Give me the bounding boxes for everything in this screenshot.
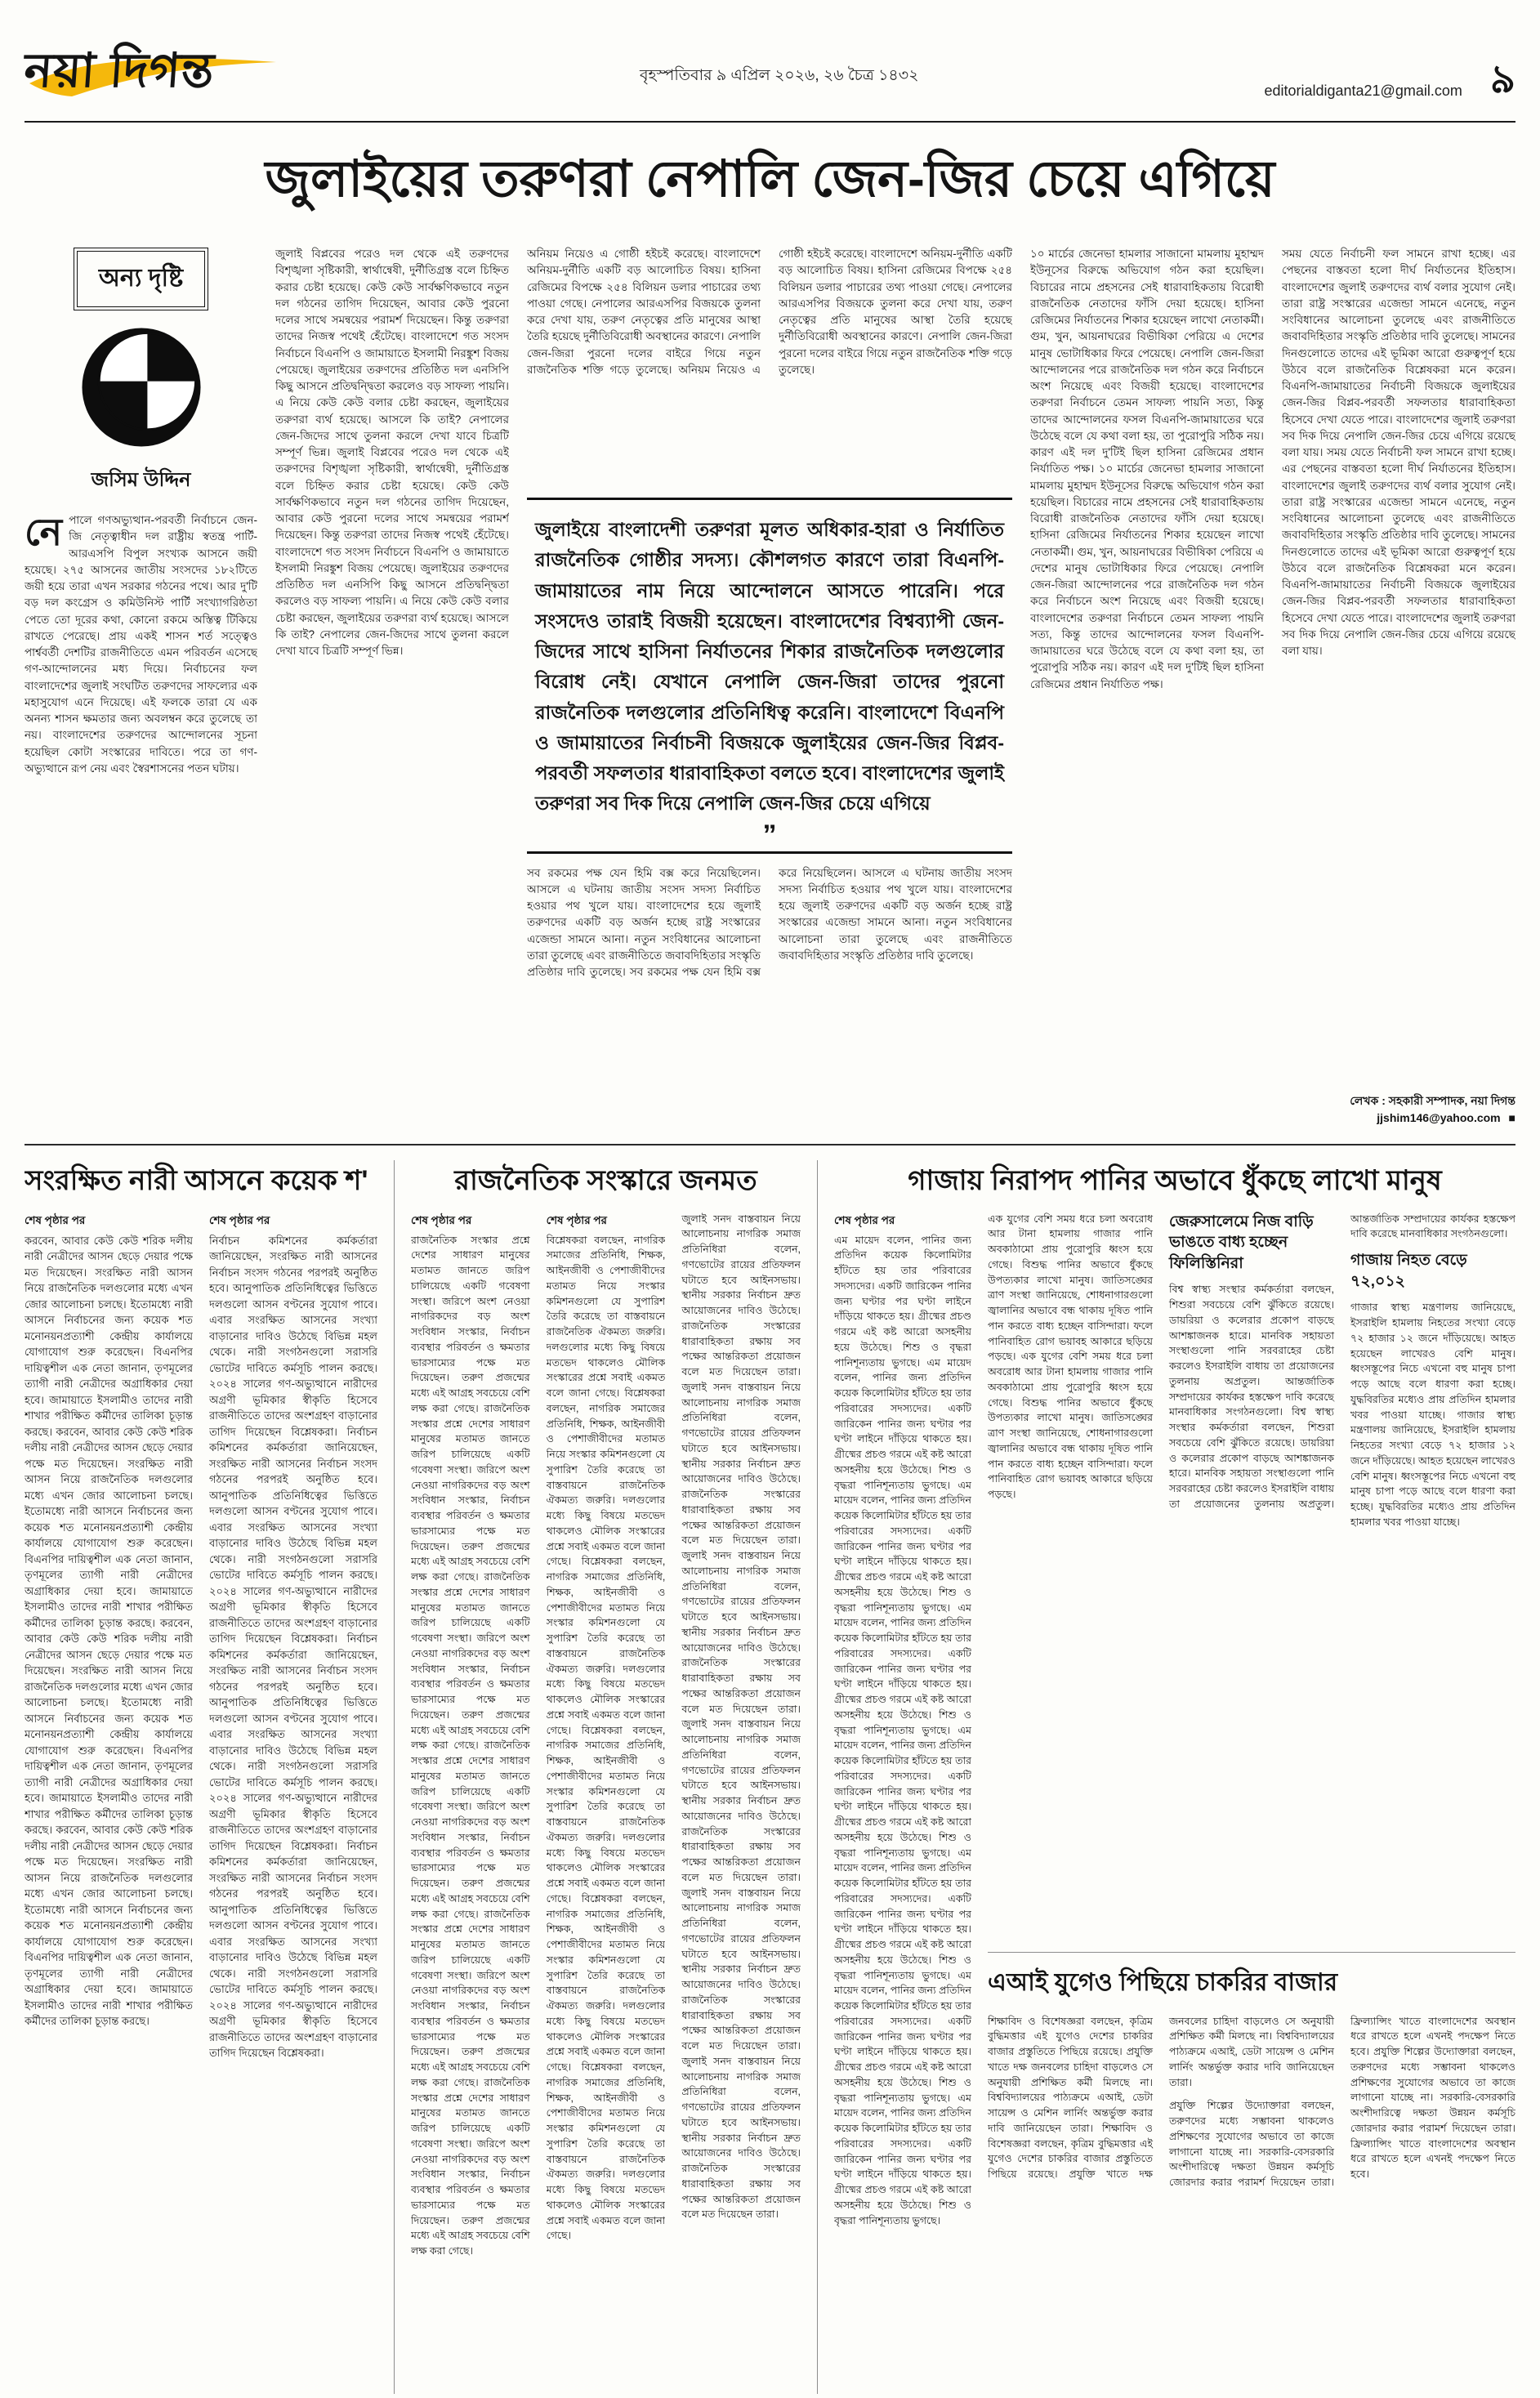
pull-quote [527,498,1012,854]
author-credit [1282,1083,1515,1124]
opinion-sidebar [25,246,257,1124]
women-seats-columns [25,1212,377,2354]
quote-columns [527,246,1012,1124]
ai-jobs-paragraph-2: প্রযুক্তি শিল্পের উদ্যোক্তারা বলছেন, তরুণদের মধ্যে সম্ভাবনা থাকলেও প্রশিক্ষণের সুযোগের অভাবে তা কাজে লাগানো যাচ্ছে না। সরকারি-বেসরকারি অংশীদারিত্বে দক্ষতা উন্নয়ন কর্মসূচি জোরদার করার পরামর্শ দিয়েছেন তারা। ফ্রিল্যান্সিং খাতে বাংলাদেশের অবস্থান ধরে রাখতে হলে এখনই পদক্ষেপ নিতে হবে। প্রযুক্তি শিল্পের উদ্যোক্তারা বলছেন, তরুণদের মধ্যে সম্ভাবনা থাকলেও প্রশিক্ষণের সুযোগের অভাবে তা কাজে লাগানো যাচ্ছে না। সরকারি-বেসরকারি অংশীদারিত্বে দক্ষতা উন্নয়ন কর্মসূচি জোরদার করার পরামর্শ দিয়েছেন তারা। ফ্রিল্যান্সিং খাতে বাংলাদেশের অবস্থান ধরে রাখতে হলে এখনই পদক্ষেপ নিতে হবে। [1169,2015,1515,2188]
naya-diganta-emblem-icon [81,327,202,452]
women-seats-headline: সংরক্ষিত নারী আসনে কয়েক শ' [25,1165,368,1196]
gaza-subhead-jerusalem: জেরুসালেমে নিজ বাড়ি ভাঙতে বাধ্য হচ্ছেন ফিলিস্তিনিরা [1169,1212,1314,1272]
ai-jobs-body [988,2014,1515,2347]
article-gaza-water [817,1160,1515,2394]
quote-top-text: অনিয়ম নিয়েও এ গোষ্ঠী হইচই করেছে। বাংলাদেশে অনিয়ম-দুর্নীতি একটি বড় আলোচিত বিষয়। হাসিনা রেজিমের বিপক্ষে ২৫৪ বিলিয়ন ডলার পাচারের তথ্য পাওয়া গেছে। নেপালের আরএসপির বিজয়কে তুলনা করে দেখা যায়, তরুণ নেতৃত্বের প্রতি মানুষের আস্থা তৈরি হয়েছে দুর্নীতিবিরোধী অবস্থানের কারণে। নেপালি জেন-জিরা পুরনো দলের বাইরে গিয়ে নতুন রাজনৈতিক শক্তি গড়ে তুলেছে। অনিয়ম নিয়েও এ গোষ্ঠী হইচই করেছে। বাংলাদেশে অনিয়ম-দুর্নীতি একটি বড় আলোচিত বিষয়। হাসিনা রেজিমের বিপক্ষে ২৫৪ বিলিয়ন ডলার পাচারের তথ্য পাওয়া গেছে। নেপালের আরএসপির বিজয়কে তুলনা করে দেখা যায়, তরুণ নেতৃত্বের প্রতি মানুষের আস্থা তৈরি হয়েছে দুর্নীতিবিরোধী অবস্থানের কারণে। নেপালি জেন-জিরা পুরনো দলের বাইরে গিয়ে নতুন রাজনৈতিক শক্তি গড়ে তুলেছে। [527,248,1012,376]
page-header [22,18,1515,123]
gaza-headline: গাজায় নিরাপদ পানির অভাবে ধুঁকছে লাখো মানুষ [908,1165,1442,1196]
continued-marker: শেষ পৃষ্ঠার পর [209,1213,270,1226]
continued-marker: শেষ পৃষ্ঠার পর [411,1213,472,1226]
pull-quote-text: জুলাইয়ে বাংলাদেশী তরুণরা মূলত অধিকার-হারা ও নির্যাতিত রাজনৈতিক গোষ্ঠীর সদস্য। কৌশলগত কারণে তারা বিএনপি-জামায়াতের নাম নিয়ে আন্দোলনে আসতে পারেনি। পরে সংসদেও তারাই বিজয়ী হয়েছেন। বাংলাদেশের বিশ্বব্যাপী জেন-জিদের সাথে হাসিনা নির্যাতনের শিকার রাজনৈতিক দলগুলোর বিরোধ নেই। যেখানে নেপালি জেন-জিরা তাদের পুরনো রাজনৈতিক দলগুলোর প্রতিনিধিত্ব করেনি। বাংলাদেশে বিএনপি ও জামায়াতের নির্বাচনী বিজয়কে জুলাইয়ের জেন-জির বিপ্লব-পরবর্তী সফলতার ধারাবাহিকতা বলতে হবে। বাংলাদেশের জুলাই তরুণরা সব দিক দিয়ে নেপালি জেন-জির চেয়ে এগিয়ে [535,519,1004,815]
gaza-paragraph-1: এক যুগের বেশি সময় ধরে চলা অবরোধ আর টানা হামলায় গাজার পানি অবকাঠামো প্রায় পুরোপুরি ধ্বংস হয়ে গেছে। বিশুদ্ধ পানির অভাবে ধুঁকছে উপত্যকার লাখো মানুষ। জাতিসঙ্ঘের ত্রাণ সংস্থা জানিয়েছে, শোধনাগারগুলো জ্বালানির অভাবে বন্ধ থাকায় দূষিত পানি পান করতে বাধ্য হচ্ছেন বাসিন্দারা। ফলে পানিবাহিত রোগ ভয়াবহ আকারে ছড়িয়ে পড়ছে। এক যুগের বেশি সময় ধরে চলা অবরোধ আর টানা হামলায় গাজার পানি অবকাঠামো প্রায় পুরোপুরি ধ্বংস হয়ে গেছে। বিশুদ্ধ পানির অভাবে ধুঁকছে উপত্যকার লাখো মানুষ। জাতিসঙ্ঘের ত্রাণ সংস্থা জানিয়েছে, শোধনাগারগুলো জ্বালানির অভাবে বন্ধ থাকায় দূষিত পানি পান করতে বাধ্য হচ্ছেন বাসিন্দারা। ফলে পানিবাহিত রোগ ভয়াবহ আকারে ছড়িয়ে পড়ছে। [988,1212,1153,1500]
section-label: অন্য দৃষ্টি [77,251,205,307]
article-column-6 [1282,246,1515,1124]
women-seats-text-1: করবেন, আবার কেউ কেউ শরিক দলীয় নারী নেত্রীদের আসন ছেড়ে দেয়ার পক্ষে মত দিয়েছেন। সংরক্ষিত নারী আসন নিয়ে রাজনৈতিক দলগুলোর মধ্যে এখন জোর আলোচনা চলছে। ইতোমধ্যে নারী আসনে নির্বাচনের জন্য কয়েক শত মনোনয়নপ্রত্যাশী কেন্দ্রীয় কার্যালয়ে যোগাযোগ শুরু করেছেন। বিএনপির দায়িত্বশীল এক নেতা জানান, তৃণমূলের ত্যাগী নারী নেত্রীদের অগ্রাধিকার দেয়া হবে। জামায়াতে ইসলামীও তাদের নারী শাখার পরীক্ষিত কর্মীদের তালিকা চূড়ান্ত করছে। করবেন, আবার কেউ কেউ শরিক দলীয় নারী নেত্রীদের আসন ছেড়ে দেয়ার পক্ষে মত দিয়েছেন। সংরক্ষিত নারী আসন নিয়ে রাজনৈতিক দলগুলোর মধ্যে এখন জোর আলোচনা চলছে। ইতোমধ্যে নারী আসনে নির্বাচনের জন্য কয়েক শত মনোনয়নপ্রত্যাশী কেন্দ্রীয় কার্যালয়ে যোগাযোগ শুরু করেছেন। বিএনপির দায়িত্বশীল এক নেতা জানান, তৃণমূলের ত্যাগী নারী নেত্রীদের অগ্রাধিকার দেয়া হবে। জামায়াতে ইসলামীও তাদের নারী শাখার পরীক্ষিত কর্মীদের তালিকা চূড়ান্ত করছে। করবেন, আবার কেউ কেউ শরিক দলীয় নারী নেত্রীদের আসন ছেড়ে দেয়ার পক্ষে মত দিয়েছেন। সংরক্ষিত নারী আসন নিয়ে রাজনৈতিক দলগুলোর মধ্যে এখন জোর আলোচনা চলছে। ইতোমধ্যে নারী আসনে নির্বাচনের জন্য কয়েক শত মনোনয়নপ্রত্যাশী কেন্দ্রীয় কার্যালয়ে যোগাযোগ শুরু করেছেন। বিএনপির দায়িত্বশীল এক নেতা জানান, তৃণমূলের ত্যাগী নারী নেত্রীদের অগ্রাধিকার দেয়া হবে। জামায়াতে ইসলামীও তাদের নারী শাখার পরীক্ষিত কর্মীদের তালিকা চূড়ান্ত করছে। করবেন, আবার কেউ কেউ শরিক দলীয় নারী নেত্রীদের আসন ছেড়ে দেয়ার পক্ষে মত দিয়েছেন। সংরক্ষিত নারী আসন নিয়ে রাজনৈতিক দলগুলোর মধ্যে এখন জোর আলোচনা চলছে। ইতোমধ্যে নারী আসনে নির্বাচনের জন্য কয়েক শত মনোনয়নপ্রত্যাশী কেন্দ্রীয় কার্যালয়ে যোগাযোগ শুরু করেছেন। বিএনপির দায়িত্বশীল এক নেতা জানান, তৃণমূলের ত্যাগী নারী নেত্রীদের অগ্রাধিকার দেয়া হবে। জামায়াতে ইসলামীও তাদের নারী শাখার পরীক্ষিত কর্মীদের তালিকা চূড়ান্ত করছে। [25,1234,193,2027]
main-headline: জুলাইয়ের তরুণরা নেপালি জেন-জির চেয়ে এগিয়ে [265,151,1275,208]
political-reform-col-1 [411,1212,530,2354]
continued-marker: শেষ পৃষ্ঠার পর [834,1213,895,1226]
page-number: ৯ [1489,58,1515,101]
section-divider [25,1144,1515,1145]
ai-jobs-headline: এআই যুগেও পিছিয়ে চাকরির বাজার [988,1968,1338,1996]
article-women-seats [25,1160,394,2394]
editorial-email-link[interactable]: editorialdiganta21@gmail.com [1264,83,1462,99]
author-name: জসিম উদ্দিন [91,469,191,491]
credit-text: লেখক : সহকারী সম্পাদক, নয়া দিগন্ত [1350,1094,1515,1107]
main-article [25,246,1515,1124]
quote-bottom-text: সব রকমের পক্ষ যেন হিমি বক্স করে নিয়েছিলেন। আসলে এ ঘটনায় জাতীয় সংসদ সদস্য নির্বাচিত হওয়ার পথ খুলে যায়। বাংলাদেশের হয়ে জুলাই তরুণদের একটি বড় অর্জন হচ্ছে রাষ্ট্র সংস্কারের এজেন্ডা সামনে আনা। নতুন সংবিধানের আলোচনা তারা তুলেছে এবং রাজনীতিতে জবাবদিহিতার সংস্কৃতি প্রতিষ্ঠার দাবি তুলেছে। সব রকমের পক্ষ যেন হিমি বক্স করে নিয়েছিলেন। আসলে এ ঘটনায় জাতীয় সংসদ সদস্য নির্বাচিত হওয়ার পথ খুলে যায়। বাংলাদেশের হয়ে জুলাই তরুণদের একটি বড় অর্জন হচ্ছে রাষ্ট্র সংস্কারের এজেন্ডা সামনে আনা। নতুন সংবিধানের আলোচনা তারা তুলেছে এবং রাজনীতিতে জবাবদিহিতার সংস্কৃতি প্রতিষ্ঠার দাবি তুলেছে। [527,866,1012,979]
author-email-link[interactable]: jjshim146@yahoo.com [1377,1111,1501,1124]
column-6-text: সময় যেতে নির্বাচনী ফল সামনে রাখা হচ্ছে। এর পেছনের বাস্তবতা হলো দীর্ঘ নির্যাতনের ইতিহাস। বাংলাদেশের জুলাই তরুণদের ব্যর্থ বলার সুযোগ নেই। তারা রাষ্ট্র সংস্কারের এজেন্ডা সামনে এনেছে, নতুন সংবিধানের আলোচনা তুলেছে এবং রাজনীতিতে জবাবদিহিতার সংস্কৃতি প্রতিষ্ঠার দাবি তুলেছে। সামনের দিনগুলোতে তাদের এই ভূমিকা আরো গুরুত্বপূর্ণ হয়ে উঠবে বলে রাজনৈতিক বিশ্লেষকরা মনে করেন। বিএনপি-জামায়াতের নির্বাচনী বিজয়কে জুলাইয়ের জেন-জির বিপ্লব-পরবর্তী সফলতার ধারাবাহিকতা হিসেবে দেখা যেতে পারে। বাংলাদেশের জুলাই তরুণরা সব দিক দিয়ে নেপালি জেন-জির চেয়ে এগিয়ে রয়েছে বলা যায়। সময় যেতে নির্বাচনী ফল সামনে রাখা হচ্ছে। এর পেছনের বাস্তবতা হলো দীর্ঘ নির্যাতনের ইতিহাস। বাংলাদেশের জুলাই তরুণদের ব্যর্থ বলার সুযোগ নেই। তারা রাষ্ট্র সংস্কারের এজেন্ডা সামনে এনেছে, নতুন সংবিধানের আলোচনা তুলেছে এবং রাজনীতিতে জবাবদিহিতার সংস্কৃতি প্রতিষ্ঠার দাবি তুলেছে। সামনের দিনগুলোতে তাদের এই ভূমিকা আরো গুরুত্বপূর্ণ হয়ে উঠবে বলে রাজনৈতিক বিশ্লেষকরা মনে করেন। বিএনপি-জামায়াতের নির্বাচনী বিজয়কে জুলাইয়ের জেন-জির বিপ্লব-পরবর্তী সফলতার ধারাবাহিকতা হিসেবে দেখা যেতে পারে। বাংলাদেশের জুলাই তরুণরা সব দিক দিয়ে নেপালি জেন-জির চেয়ে এগিয়ে রয়েছে বলা যায়। [1282,248,1515,657]
gaza-col-1-text: এম মায়েদ বলেন, পানির জন্য প্রতিদিন কয়েক কিলোমিটার হাঁটতে হয় তার পরিবারের সদস্যদের। একটি জারিকেন পানির জন্য ঘণ্টার পর ঘণ্টা লাইনে দাঁড়িয়ে থাকতে হয়। গ্রীষ্মের প্রচণ্ড গরমে এই কষ্ট আরো অসহনীয় হয়ে উঠেছে। শিশু ও বৃদ্ধরা পানিশূন্যতায় ভুগছে। এম মায়েদ বলেন, পানির জন্য প্রতিদিন কয়েক কিলোমিটার হাঁটতে হয় তার পরিবারের সদস্যদের। একটি জারিকেন পানির জন্য ঘণ্টার পর ঘণ্টা লাইনে দাঁড়িয়ে থাকতে হয়। গ্রীষ্মের প্রচণ্ড গরমে এই কষ্ট আরো অসহনীয় হয়ে উঠেছে। শিশু ও বৃদ্ধরা পানিশূন্যতায় ভুগছে। এম মায়েদ বলেন, পানির জন্য প্রতিদিন কয়েক কিলোমিটার হাঁটতে হয় তার পরিবারের সদস্যদের। একটি জারিকেন পানির জন্য ঘণ্টার পর ঘণ্টা লাইনে দাঁড়িয়ে থাকতে হয়। গ্রীষ্মের প্রচণ্ড গরমে এই কষ্ট আরো অসহনীয় হয়ে উঠেছে। শিশু ও বৃদ্ধরা পানিশূন্যতায় ভুগছে। এম মায়েদ বলেন, পানির জন্য প্রতিদিন কয়েক কিলোমিটার হাঁটতে হয় তার পরিবারের সদস্যদের। একটি জারিকেন পানির জন্য ঘণ্টার পর ঘণ্টা লাইনে দাঁড়িয়ে থাকতে হয়। গ্রীষ্মের প্রচণ্ড গরমে এই কষ্ট আরো অসহনীয় হয়ে উঠেছে। শিশু ও বৃদ্ধরা পানিশূন্যতায় ভুগছে। এম মায়েদ বলেন, পানির জন্য প্রতিদিন কয়েক কিলোমিটার হাঁটতে হয় তার পরিবারের সদস্যদের। একটি জারিকেন পানির জন্য ঘণ্টার পর ঘণ্টা লাইনে দাঁড়িয়ে থাকতে হয়। গ্রীষ্মের প্রচণ্ড গরমে এই কষ্ট আরো অসহনীয় হয়ে উঠেছে। শিশু ও বৃদ্ধরা পানিশূন্যতায় ভুগছে। এম মায়েদ বলেন, পানির জন্য প্রতিদিন কয়েক কিলোমিটার হাঁটতে হয় তার পরিবারের সদস্যদের। একটি জারিকেন পানির জন্য ঘণ্টার পর ঘণ্টা লাইনে দাঁড়িয়ে থাকতে হয়। গ্রীষ্মের প্রচণ্ড গরমে এই কষ্ট আরো অসহনীয় হয়ে উঠেছে। শিশু ও বৃদ্ধরা পানিশূন্যতায় ভুগছে। এম মায়েদ বলেন, পানির জন্য প্রতিদিন কয়েক কিলোমিটার হাঁটতে হয় তার পরিবারের সদস্যদের। একটি জারিকেন পানির জন্য ঘণ্টার পর ঘণ্টা লাইনে দাঁড়িয়ে থাকতে হয়। গ্রীষ্মের প্রচণ্ড গরমে এই কষ্ট আরো অসহনীয় হয়ে উঠেছে। শিশু ও বৃদ্ধরা পানিশূন্যতায় ভুগছে। এম মায়েদ বলেন, পানির জন্য প্রতিদিন কয়েক কিলোমিটার হাঁটতে হয় তার পরিবারের সদস্যদের। একটি জারিকেন পানির জন্য ঘণ্টার পর ঘণ্টা লাইনে দাঁড়িয়ে থাকতে হয়। গ্রীষ্মের প্রচণ্ড গরমে এই কষ্ট আরো অসহনীয় হয়ে উঠেছে। শিশু ও বৃদ্ধরা পানিশূন্যতায় ভুগছে। [834,1234,971,2226]
end-of-article-mark: ■ [1508,1111,1515,1124]
gaza-col-1 [834,1212,971,2365]
ai-jobs-paragraph-1: শিক্ষাবিদ ও বিশেষজ্ঞরা বলছেন, কৃত্রিম বুদ্ধিমত্তার এই যুগেও দেশের চাকরির বাজার প্রস্তুতিতে পিছিয়ে রয়েছে। প্রযুক্তি খাতে দক্ষ জনবলের চাহিদা বাড়লেও সে অনুযায়ী প্রশিক্ষিত কর্মী মিলছে না। বিশ্ববিদ্যালয়ের পাঠ্যক্রমে এআই, ডেটা সায়েন্স ও মেশিন লার্নিং অন্তর্ভুক্ত করার দাবি জানিয়েছেন তারা। শিক্ষাবিদ ও বিশেষজ্ঞরা বলছেন, কৃত্রিম বুদ্ধিমত্তার এই যুগেও দেশের চাকরির বাজার প্রস্তুতিতে পিছিয়ে রয়েছে। প্রযুক্তি খাতে দক্ষ জনবলের চাহিদা বাড়লেও সে অনুযায়ী প্রশিক্ষিত কর্মী মিলছে না। বিশ্ববিদ্যালয়ের পাঠ্যক্রমে এআই, ডেটা সায়েন্স ও মেশিন লার্নিং অন্তর্ভুক্ত করার দাবি জানিয়েছেন তারা। [988,2015,1334,2180]
women-seats-text-2: নির্বাচন কমিশনের কর্মকর্তারা জানিয়েছেন, সংরক্ষিত নারী আসনের নির্বাচন সংসদ গঠনের পরপরই অনুষ্ঠিত হবে। আনুপাতিক প্রতিনিধিত্বের ভিত্তিতে দলগুলো আসন বণ্টনের সুযোগ পাবে। এবার সংরক্ষিত আসনের সংখ্যা বাড়ানোর দাবিও উঠেছে বিভিন্ন মহল থেকে। নারী সংগঠনগুলো সরাসরি ভোটের দাবিতে কর্মসূচি পালন করছে। ২০২৪ সালের গণ-অভ্যুত্থানে নারীদের অগ্রণী ভূমিকার স্বীকৃতি হিসেবে রাজনীতিতে তাদের অংশগ্রহণ বাড়ানোর তাগিদ দিয়েছেন বিশ্লেষকরা। নির্বাচন কমিশনের কর্মকর্তারা জানিয়েছেন, সংরক্ষিত নারী আসনের নির্বাচন সংসদ গঠনের পরপরই অনুষ্ঠিত হবে। আনুপাতিক প্রতিনিধিত্বের ভিত্তিতে দলগুলো আসন বণ্টনের সুযোগ পাবে। এবার সংরক্ষিত আসনের সংখ্যা বাড়ানোর দাবিও উঠেছে বিভিন্ন মহল থেকে। নারী সংগঠনগুলো সরাসরি ভোটের দাবিতে কর্মসূচি পালন করছে। ২০২৪ সালের গণ-অভ্যুত্থানে নারীদের অগ্রণী ভূমিকার স্বীকৃতি হিসেবে রাজনীতিতে তাদের অংশগ্রহণ বাড়ানোর তাগিদ দিয়েছেন বিশ্লেষকরা। নির্বাচন কমিশনের কর্মকর্তারা জানিয়েছেন, সংরক্ষিত নারী আসনের নির্বাচন সংসদ গঠনের পরপরই অনুষ্ঠিত হবে। আনুপাতিক প্রতিনিধিত্বের ভিত্তিতে দলগুলো আসন বণ্টনের সুযোগ পাবে। এবার সংরক্ষিত আসনের সংখ্যা বাড়ানোর দাবিও উঠেছে বিভিন্ন মহল থেকে। নারী সংগঠনগুলো সরাসরি ভোটের দাবিতে কর্মসূচি পালন করছে। ২০২৪ সালের গণ-অভ্যুত্থানে নারীদের অগ্রণী ভূমিকার স্বীকৃতি হিসেবে রাজনীতিতে তাদের অংশগ্রহণ বাড়ানোর তাগিদ দিয়েছেন বিশ্লেষকরা। নির্বাচন কমিশনের কর্মকর্তারা জানিয়েছেন, সংরক্ষিত নারী আসনের নির্বাচন সংসদ গঠনের পরপরই অনুষ্ঠিত হবে। আনুপাতিক প্রতিনিধিত্বের ভিত্তিতে দলগুলো আসন বণ্টনের সুযোগ পাবে। এবার সংরক্ষিত আসনের সংখ্যা বাড়ানোর দাবিও উঠেছে বিভিন্ন মহল থেকে। নারী সংগঠনগুলো সরাসরি ভোটের দাবিতে কর্মসূচি পালন করছে। ২০২৪ সালের গণ-অভ্যুত্থানে নারীদের অগ্রণী ভূমিকার স্বীকৃতি হিসেবে রাজনীতিতে তাদের অংশগ্রহণ বাড়ানোর তাগিদ দিয়েছেন বিশ্লেষকরা। [209,1234,377,2059]
gaza-right-region [988,1212,1515,2365]
gaza-columns [834,1212,1515,2365]
political-reform-col-2 [547,1212,666,2354]
header-right [1264,60,1515,111]
continued-marker: শেষ পৃষ্ঠার পর [25,1213,86,1226]
drop-cap: নে [25,512,63,553]
article-column-1 [25,512,257,1124]
political-reform-columns [411,1212,801,2354]
masthead-logo [22,23,294,111]
column-1-text: পালে গণঅভ্যুত্থান-পরবর্তী নির্বাচনে জেন-জি নেতৃত্বাধীন দল রাষ্ট্রীয় স্বতন্ত্র পার্টি-আরএসপি বিপুল সংখ্যক আসনে জয়ী হয়েছে। ২৭৫ আসনের জাতীয় সংসদের ১৮২টিতে জয়ী হয়ে তারা এখন সরকার গঠনের পথে। আর দু'টি বড় দল কংগ্রেস ও কমিউনিস্ট পার্টি সংখ্যাগরিষ্ঠতা পেতে তো দূরের কথা, কোনো রকমে অস্তিত্ব টিকিয়ে রাখতে পেরেছে। প্রায় একই শাসন শর্ত সত্ত্বেও পার্শ্ববর্তী দেশটির রাজনীতিতে এমন পরিবর্তন এসেছে গণ-আন্দোলনের মধ্য দিয়ে। নির্বাচনের ফল বাংলাদেশের জুলাই সংঘটিত তরুণদের সাফল্যের এক মহাসুযোগ এনে দিয়েছে। এই ফলকে তারা যে এক অনন্য শাসন ক্ষমতার জন্য অবলম্বন করে তুলেছে তা নয়। বাংলাদেশের তরুণদের আন্দোলনের সূচনা হয়েছিল কোটা সংস্কারের দাবিতে। পরে তা গণ-অভ্যুত্থানে রূপ নেয় এবং স্বৈরশাসনের পতন ঘটায়। [25,514,257,775]
political-reform-text-2: বিশ্লেষকরা বলছেন, নাগরিক সমাজের প্রতিনিধি, শিক্ষক, আইনজীবী ও পেশাজীবীদের মতামত নিয়ে সংস্কার কমিশনগুলো যে সুপারিশ তৈরি করেছে তা বাস্তবায়নে রাজনৈতিক ঐকমত্য জরুরি। দলগুলোর মধ্যে কিছু বিষয়ে মতভেদ থাকলেও মৌলিক সংস্কারের প্রশ্নে সবাই একমত বলে জানা গেছে। বিশ্লেষকরা বলছেন, নাগরিক সমাজের প্রতিনিধি, শিক্ষক, আইনজীবী ও পেশাজীবীদের মতামত নিয়ে সংস্কার কমিশনগুলো যে সুপারিশ তৈরি করেছে তা বাস্তবায়নে রাজনৈতিক ঐকমত্য জরুরি। দলগুলোর মধ্যে কিছু বিষয়ে মতভেদ থাকলেও মৌলিক সংস্কারের প্রশ্নে সবাই একমত বলে জানা গেছে। বিশ্লেষকরা বলছেন, নাগরিক সমাজের প্রতিনিধি, শিক্ষক, আইনজীবী ও পেশাজীবীদের মতামত নিয়ে সংস্কার কমিশনগুলো যে সুপারিশ তৈরি করেছে তা বাস্তবায়নে রাজনৈতিক ঐকমত্য জরুরি। দলগুলোর মধ্যে কিছু বিষয়ে মতভেদ থাকলেও মৌলিক সংস্কারের প্রশ্নে সবাই একমত বলে জানা গেছে। বিশ্লেষকরা বলছেন, নাগরিক সমাজের প্রতিনিধি, শিক্ষক, আইনজীবী ও পেশাজীবীদের মতামত নিয়ে সংস্কার কমিশনগুলো যে সুপারিশ তৈরি করেছে তা বাস্তবায়নে রাজনৈতিক ঐকমত্য জরুরি। দলগুলোর মধ্যে কিছু বিষয়ে মতভেদ থাকলেও মৌলিক সংস্কারের প্রশ্নে সবাই একমত বলে জানা গেছে। বিশ্লেষকরা বলছেন, নাগরিক সমাজের প্রতিনিধি, শিক্ষক, আইনজীবী ও পেশাজীবীদের মতামত নিয়ে সংস্কার কমিশনগুলো যে সুপারিশ তৈরি করেছে তা বাস্তবায়নে রাজনৈতিক ঐকমত্য জরুরি। দলগুলোর মধ্যে কিছু বিষয়ে মতভেদ থাকলেও মৌলিক সংস্কারের প্রশ্নে সবাই একমত বলে জানা গেছে। বিশ্লেষকরা বলছেন, নাগরিক সমাজের প্রতিনিধি, শিক্ষক, আইনজীবী ও পেশাজীবীদের মতামত নিয়ে সংস্কার কমিশনগুলো যে সুপারিশ তৈরি করেছে তা বাস্তবায়নে রাজনৈতিক ঐকমত্য জরুরি। দলগুলোর মধ্যে কিছু বিষয়ে মতভেদ থাকলেও মৌলিক সংস্কারের প্রশ্নে সবাই একমত বলে জানা গেছে। [546,1234,666,2242]
women-seats-col-2 [209,1212,377,2354]
article-ai-jobs [988,1952,1515,2365]
masthead-title: নয়া দিগন্ত [22,44,216,97]
article-column-5: ১০ মার্চের জেনেভা হামলার সাজানো মামলায় মুহাম্মদ ইউনূসের বিরুদ্ধে অভিযোগ গঠন করা হয়েছিল। বিচারের নামে প্রহসনের সেই ধারাবাহিকতায় বিরোধী রাজনৈতিক নেতাদের ফাঁসি দেয়া হয়েছে। হাসিনা রেজিমের নির্যাতনের শিকার হয়েছেন লাখো নেতাকর্মী। গুম, খুন, আয়নাঘরের বিভীষিকা পেরিয়ে এ দেশের মানুষ ভোটাধিকার ফিরে পেয়েছে। নেপালি জেন-জিরা আন্দোলনের পরে রাজনৈতিক দল গঠন করে নির্বাচনে অংশ নিয়েছে এবং বিজয়ী হয়েছে। বাংলাদেশের তরুণরা নির্বাচনে তেমন সাফল্য পায়নি সত্য, কিন্তু তাদের আন্দোলনের ফসল বিএনপি-জামায়াতের ঘরে উঠেছে বলে যে কথা বলা হয়, তা পুরোপুরি সঠিক নয়। কারণ এই দল দু'টিই ছিল হাসিনা রেজিমের প্রধান নির্যাতিত পক্ষ। ১০ মার্চের জেনেভা হামলার সাজানো মামলায় মুহাম্মদ ইউনূসের বিরুদ্ধে অভিযোগ গঠন করা হয়েছিল। বিচারের নামে প্রহসনের সেই ধারাবাহিকতায় বিরোধী রাজনৈতিক নেতাদের ফাঁসি দেয়া হয়েছে। হাসিনা রেজিমের নির্যাতনের শিকার হয়েছেন লাখো নেতাকর্মী। গুম, খুন, আয়নাঘরের বিভীষিকা পেরিয়ে এ দেশের মানুষ ভোটাধিকার ফিরে পেয়েছে। নেপালি জেন-জিরা আন্দোলনের পরে রাজনৈতিক দল গঠন করে নির্বাচনে অংশ নিয়েছে এবং বিজয়ী হয়েছে। বাংলাদেশের তরুণরা নির্বাচনে তেমন সাফল্য পায়নি সত্য, কিন্তু তাদের আন্দোলনের ফসল বিএনপি-জামায়াতের ঘরে উঠেছে বলে যে কথা বলা হয়, তা পুরোপুরি সঠিক নয়। কারণ এই দল দু'টিই ছিল হাসিনা রেজিমের প্রধান নির্যাতিত পক্ষ। [1030,248,1264,690]
political-reform-col-3 [681,1212,801,2354]
article-column-2: জুলাই বিপ্লবের পরেও দল থেকে এই তরুণদের বিশৃঙ্খলা সৃষ্টিকারী, স্বার্থান্বেষী, দুর্নীতিগ্রস্ত বলে চিহ্নিত করার চেষ্টা হয়েছে। কেউ কেউ সার্বক্ষণিকভাবে নতুন দল গঠনের তাগিদ দিয়েছেন, আবার কেউ পুরনো দলের সাথে সমন্বয়ের পরামর্শ দিয়েছেন। কিন্তু তরুণরা তাদের নিজস্ব পথেই হেঁটেছে। বাংলাদেশে গত সংসদ নির্বাচনে বিএনপি ও জামায়াতে ইসলামী নিরঙ্কুশ বিজয় পেয়েছে। জুলাইয়ের তরুণদের প্রতিষ্ঠিত দল এনসিপি কিছু আসনে প্রতিদ্বন্দ্বিতা করলেও বড় সাফল্য পায়নি। এ নিয়ে কেউ কেউ বলার চেষ্টা করছেন, জুলাইয়ের তরুণরা ব্যর্থ হয়েছে। আসলে কি তাই? নেপালের জেন-জিদের সাথে তুলনা করলে দেখা যাবে চিত্রটি সম্পূর্ণ ভিন্ন। জুলাই বিপ্লবের পরেও দল থেকে এই তরুণদের বিশৃঙ্খলা সৃষ্টিকারী, স্বার্থান্বেষী, দুর্নীতিগ্রস্ত বলে চিহ্নিত করার চেষ্টা হয়েছে। কেউ কেউ সার্বক্ষণিকভাবে নতুন দল গঠনের তাগিদ দিয়েছেন, আবার কেউ পুরনো দলের সাথে সমন্বয়ের পরামর্শ দিয়েছেন। কিন্তু তরুণরা তাদের নিজস্ব পথেই হেঁটেছে। বাংলাদেশে গত সংসদ নির্বাচনে বিএনপি ও জামায়াতে ইসলামী নিরঙ্কুশ বিজয় পেয়েছে। জুলাইয়ের তরুণদের প্রতিষ্ঠিত দল এনসিপি কিছু আসনে প্রতিদ্বন্দ্বিতা করলেও বড় সাফল্য পায়নি। এ নিয়ে কেউ কেউ বলার চেষ্টা করছেন, জুলাইয়ের তরুণরা ব্যর্থ হয়েছে। আসলে কি তাই? নেপালের জেন-জিদের সাথে তুলনা করলে দেখা যাবে চিত্রটি সম্পূর্ণ ভিন্ন। [275,248,509,657]
political-reform-headline: রাজনৈতিক সংস্কারে জনমত [454,1165,757,1196]
date-line: বৃহস্পতিবার ৯ এপ্রিল ২০২৬, ২৬ চৈত্র ১৪৩২ [639,67,919,84]
quote-mark-icon: ” [762,819,777,851]
political-reform-text-1: রাজনৈতিক সংস্কার প্রশ্নে দেশের সাধারণ মানুষের মতামত জানতে জরিপ চালিয়েছে একটি গবেষণা সংস্থা। জরিপে অংশ নেওয়া নাগরিকদের বড় অংশ সংবিধান সংস্কার, নির্বাচন ব্যবস্থার পরিবর্তন ও ক্ষমতার ভারসাম্যের পক্ষে মত দিয়েছেন। তরুণ প্রজন্মের মধ্যে এই আগ্রহ সবচেয়ে বেশি লক্ষ করা গেছে। রাজনৈতিক সংস্কার প্রশ্নে দেশের সাধারণ মানুষের মতামত জানতে জরিপ চালিয়েছে একটি গবেষণা সংস্থা। জরিপে অংশ নেওয়া নাগরিকদের বড় অংশ সংবিধান সংস্কার, নির্বাচন ব্যবস্থার পরিবর্তন ও ক্ষমতার ভারসাম্যের পক্ষে মত দিয়েছেন। তরুণ প্রজন্মের মধ্যে এই আগ্রহ সবচেয়ে বেশি লক্ষ করা গেছে। রাজনৈতিক সংস্কার প্রশ্নে দেশের সাধারণ মানুষের মতামত জানতে জরিপ চালিয়েছে একটি গবেষণা সংস্থা। জরিপে অংশ নেওয়া নাগরিকদের বড় অংশ সংবিধান সংস্কার, নির্বাচন ব্যবস্থার পরিবর্তন ও ক্ষমতার ভারসাম্যের পক্ষে মত দিয়েছেন। তরুণ প্রজন্মের মধ্যে এই আগ্রহ সবচেয়ে বেশি লক্ষ করা গেছে। রাজনৈতিক সংস্কার প্রশ্নে দেশের সাধারণ মানুষের মতামত জানতে জরিপ চালিয়েছে একটি গবেষণা সংস্থা। জরিপে অংশ নেওয়া নাগরিকদের বড় অংশ সংবিধান সংস্কার, নির্বাচন ব্যবস্থার পরিবর্তন ও ক্ষমতার ভারসাম্যের পক্ষে মত দিয়েছেন। তরুণ প্রজন্মের মধ্যে এই আগ্রহ সবচেয়ে বেশি লক্ষ করা গেছে। রাজনৈতিক সংস্কার প্রশ্নে দেশের সাধারণ মানুষের মতামত জানতে জরিপ চালিয়েছে একটি গবেষণা সংস্থা। জরিপে অংশ নেওয়া নাগরিকদের বড় অংশ সংবিধান সংস্কার, নির্বাচন ব্যবস্থার পরিবর্তন ও ক্ষমতার ভারসাম্যের পক্ষে মত দিয়েছেন। তরুণ প্রজন্মের মধ্যে এই আগ্রহ সবচেয়ে বেশি লক্ষ করা গেছে। রাজনৈতিক সংস্কার প্রশ্নে দেশের সাধারণ মানুষের মতামত জানতে জরিপ চালিয়েছে একটি গবেষণা সংস্থা। জরিপে অংশ নেওয়া নাগরিকদের বড় অংশ সংবিধান সংস্কার, নির্বাচন ব্যবস্থার পরিবর্তন ও ক্ষমতার ভারসাম্যের পক্ষে মত দিয়েছেন। তরুণ প্রজন্মের মধ্যে এই আগ্রহ সবচেয়ে বেশি লক্ষ করা গেছে। [411,1234,530,2257]
article-political-reform [394,1160,817,2394]
gaza-paragraph-3: গাজার স্বাস্থ্য মন্ত্রণালয় জানিয়েছে, ইসরাইলি হামলায় নিহতের সংখ্যা বেড়ে ৭২ হাজার ১২ জনে দাঁড়িয়েছে। আহত হয়েছেন লাখেরও বেশি মানুষ। ধ্বংসস্তূপের নিচে এখনো বহু মানুষ চাপা পড়ে আছে বলে ধারণা করা হচ্ছে। যুদ্ধবিরতির মধ্যেও প্রায় প্রতিদিন হামলার খবর পাওয়া যাচ্ছে। গাজার স্বাস্থ্য মন্ত্রণালয় জানিয়েছে, ইসরাইলি হামলায় নিহতের সংখ্যা বেড়ে ৭২ হাজার ১২ জনে দাঁড়িয়েছে। আহত হয়েছেন লাখেরও বেশি মানুষ। ধ্বংসস্তূপের নিচে এখনো বহু মানুষ চাপা পড়ে আছে বলে ধারণা করা হচ্ছে। যুদ্ধবিরতির মধ্যেও প্রায় প্রতিদিন হামলার খবর পাওয়া যাচ্ছে। [1350,1302,1515,1528]
gaza-paragraph-2: বিশ্ব স্বাস্থ্য সংস্থার কর্মকর্তারা বলছেন, শিশুরা সবচেয়ে বেশি ঝুঁকিতে রয়েছে। ডায়রিয়া ও কলেরার প্রকোপ বাড়ছে আশঙ্কাজনক হারে। মানবিক সহায়তা সংস্থাগুলো পানি সরবরাহের চেষ্টা করলেও ইসরাইলি বাধায় তা প্রয়োজনের তুলনায় অপ্রতুল। আন্তর্জাতিক সম্প্রদায়ের কার্যকর হস্তক্ষেপ দাবি করেছে মানবাধিকার সংগঠনগুলো। বিশ্ব স্বাস্থ্য সংস্থার কর্মকর্তারা বলছেন, শিশুরা সবচেয়ে বেশি ঝুঁকিতে রয়েছে। ডায়রিয়া ও কলেরার প্রকোপ বাড়ছে আশঙ্কাজনক হারে। মানবিক সহায়তা সংস্থাগুলো পানি সরবরাহের চেষ্টা করলেও ইসরাইলি বাধায় তা প্রয়োজনের তুলনায় অপ্রতুল। আন্তর্জাতিক সম্প্রদায়ের কার্যকর হস্তক্ষেপ দাবি করেছে মানবাধিকার সংগঠনগুলো। [1169,1212,1515,1510]
political-reform-text-3: জুলাই সনদ বাস্তবায়ন নিয়ে আলোচনায় নাগরিক সমাজ প্রতিনিধিরা বলেন, গণভোটের রায়ের প্রতিফলন ঘটাতে হবে আইনসভায়। স্থানীয় সরকার নির্বাচন দ্রুত আয়োজনের দাবিও উঠেছে। রাজনৈতিক সংস্কারের ধারাবাহিকতা রক্ষায় সব পক্ষের আন্তরিকতা প্রয়োজন বলে মত দিয়েছেন তারা। জুলাই সনদ বাস্তবায়ন নিয়ে আলোচনায় নাগরিক সমাজ প্রতিনিধিরা বলেন, গণভোটের রায়ের প্রতিফলন ঘটাতে হবে আইনসভায়। স্থানীয় সরকার নির্বাচন দ্রুত আয়োজনের দাবিও উঠেছে। রাজনৈতিক সংস্কারের ধারাবাহিকতা রক্ষায় সব পক্ষের আন্তরিকতা প্রয়োজন বলে মত দিয়েছেন তারা। জুলাই সনদ বাস্তবায়ন নিয়ে আলোচনায় নাগরিক সমাজ প্রতিনিধিরা বলেন, গণভোটের রায়ের প্রতিফলন ঘটাতে হবে আইনসভায়। স্থানীয় সরকার নির্বাচন দ্রুত আয়োজনের দাবিও উঠেছে। রাজনৈতিক সংস্কারের ধারাবাহিকতা রক্ষায় সব পক্ষের আন্তরিকতা প্রয়োজন বলে মত দিয়েছেন তারা। জুলাই সনদ বাস্তবায়ন নিয়ে আলোচনায় নাগরিক সমাজ প্রতিনিধিরা বলেন, গণভোটের রায়ের প্রতিফলন ঘটাতে হবে আইনসভায়। স্থানীয় সরকার নির্বাচন দ্রুত আয়োজনের দাবিও উঠেছে। রাজনৈতিক সংস্কারের ধারাবাহিকতা রক্ষায় সব পক্ষের আন্তরিকতা প্রয়োজন বলে মত দিয়েছেন তারা। জুলাই সনদ বাস্তবায়ন নিয়ে আলোচনায় নাগরিক সমাজ প্রতিনিধিরা বলেন, গণভোটের রায়ের প্রতিফলন ঘটাতে হবে আইনসভায়। স্থানীয় সরকার নির্বাচন দ্রুত আয়োজনের দাবিও উঠেছে। রাজনৈতিক সংস্কারের ধারাবাহিকতা রক্ষায় সব পক্ষের আন্তরিকতা প্রয়োজন বলে মত দিয়েছেন তারা। জুলাই সনদ বাস্তবায়ন নিয়ে আলোচনায় নাগরিক সমাজ প্রতিনিধিরা বলেন, গণভোটের রায়ের প্রতিফলন ঘটাতে হবে আইনসভায়। স্থানীয় সরকার নির্বাচন দ্রুত আয়োজনের দাবিও উঠেছে। রাজনৈতিক সংস্কারের ধারাবাহিকতা রক্ষায় সব পক্ষের আন্তরিকতা প্রয়োজন বলে মত দিয়েছেন তারা। [681,1212,801,2221]
bottom-section [25,1160,1515,2394]
gaza-body [988,1212,1515,1940]
gaza-subhead-death-toll: গাজায় নিহত বেড়ে ৭২,০১২ [1350,1252,1467,1290]
women-seats-col-1 [25,1212,193,2354]
continued-marker: শেষ পৃষ্ঠার পর [546,1213,607,1226]
